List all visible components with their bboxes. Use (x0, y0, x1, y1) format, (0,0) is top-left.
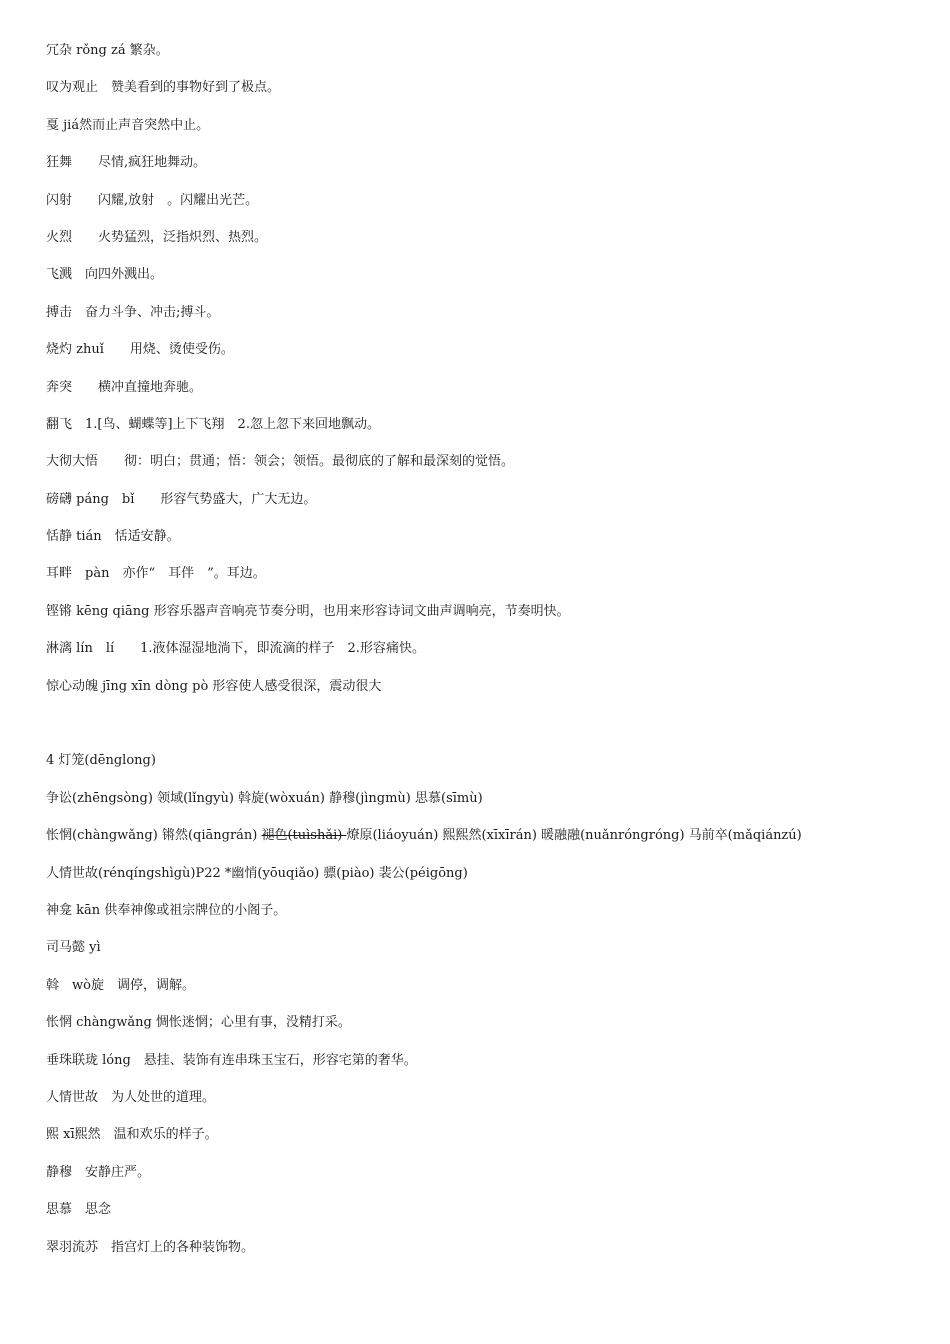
vocab-entry: 怅惘 chàngwǎng 惆怅迷惘；心里有事，没精打采。 (46, 1015, 351, 1031)
word-list-line (46, 829, 926, 866)
vocab-entry: 闪射 闪耀,放射 。闪耀出光芒。 (46, 192, 259, 208)
vocab-entry: 熙 xī熙然 温和欢乐的样子。 (46, 1127, 218, 1143)
word-list-line: 人情世故(rénqíngshìgù)P22 *幽悄(yōuqiǎo) 骠(piào) 裴公(péigōng) (46, 865, 468, 881)
vocab-entry: 静穆 安静庄严。 (46, 1164, 151, 1180)
document-page (46, 44, 926, 1278)
vocab-entry: 烧灼 zhuǐ 用烧、烫使受伤。 (46, 342, 234, 358)
vocab-entry: 冗杂 rǒng zá 繁杂。 (46, 43, 169, 58)
vocab-entry: 斡 wò旋 调停，调解。 (46, 977, 195, 993)
vocab-entry: 司马懿 yì (46, 940, 101, 956)
vocab-entry: 惊心动魄 jīng xīn dòng pò 形容使人感受很深，震动很大 (46, 678, 382, 694)
vocab-entry: 大彻大悟 彻：明白；贯通；悟：领会；领悟。最彻底的了解和最深刻的觉悟。 (46, 454, 515, 470)
vocab-entry: 搏击 奋力斗争、冲击;搏斗。 (46, 304, 220, 320)
struck-word: 褪色(tuìshǎi) (261, 828, 347, 844)
vocab-entry: 神龛 kān 供奉神像或祖宗牌位的小阁子。 (46, 902, 287, 918)
vocab-entry: 垂珠联珑 lóng 悬挂、装饰有连串珠玉宝石，形容宅第的奢华。 (46, 1052, 417, 1068)
vocab-entry: 铿锵 kēng qiāng 形容乐器声音响亮节奏分明，也用来形容诗词文曲声调响亮，节奏明快。 (46, 603, 570, 619)
vocab-entry: 思慕 思念 (46, 1202, 112, 1218)
vocab-entry: 翻飞 1.[鸟、蝴蝶等]上下飞翔 2.忽上忽下来回地飘动。 (46, 416, 380, 432)
word-list-line: 争讼(zhēngsòng) 领域(lǐngyù) 斡旋(wòxuán) 静穆(jìngmù) 思慕(sīmù) (46, 790, 483, 806)
vocab-entry: 戛 jiá然而止声音突然中止。 (46, 117, 210, 133)
vocab-entry: 飞溅 向四外溅出。 (46, 267, 164, 283)
vocab-entry: 火烈 火势猛烈，泛指炽烈、热烈。 (46, 229, 268, 245)
section-spacer (46, 717, 926, 754)
vocab-entry: 叹为观止 赞美看到的事物好到了极点。 (46, 80, 281, 96)
vocab-entry: 奔突 横冲直撞地奔驰。 (46, 379, 203, 395)
vocab-entry: 人情世故 为人处世的道理。 (46, 1089, 216, 1105)
word-list-segment: 怅惘(chàngwǎng) 锵然(qiāngrán) (46, 828, 262, 844)
section-title: 4 灯笼(dēnglong) (46, 753, 156, 769)
word-list-segment: 燎原(liáoyuán) 熙熙然(xīxīrán) 暖融融(nuǎnróngróng) 马前卒(mǎqiánzú) (346, 828, 802, 844)
vocab-entry: 狂舞 尽情,疯狂地舞动。 (46, 155, 207, 171)
vocab-entry: 磅礴 páng bǐ 形容气势盛大，广大无边。 (46, 491, 317, 507)
vocab-entry: 淋漓 lín lí 1.液体湿湿地淌下，即流滴的样子 2.形容痛快。 (46, 641, 425, 657)
vocab-entry: 翠羽流苏 指宫灯上的各种装饰物。 (46, 1239, 255, 1255)
vocab-entry: 恬静 tián 恬适安静。 (46, 529, 180, 545)
vocab-entry: 耳畔 pàn 亦作“ 耳伴 ”。耳边。 (46, 566, 266, 582)
